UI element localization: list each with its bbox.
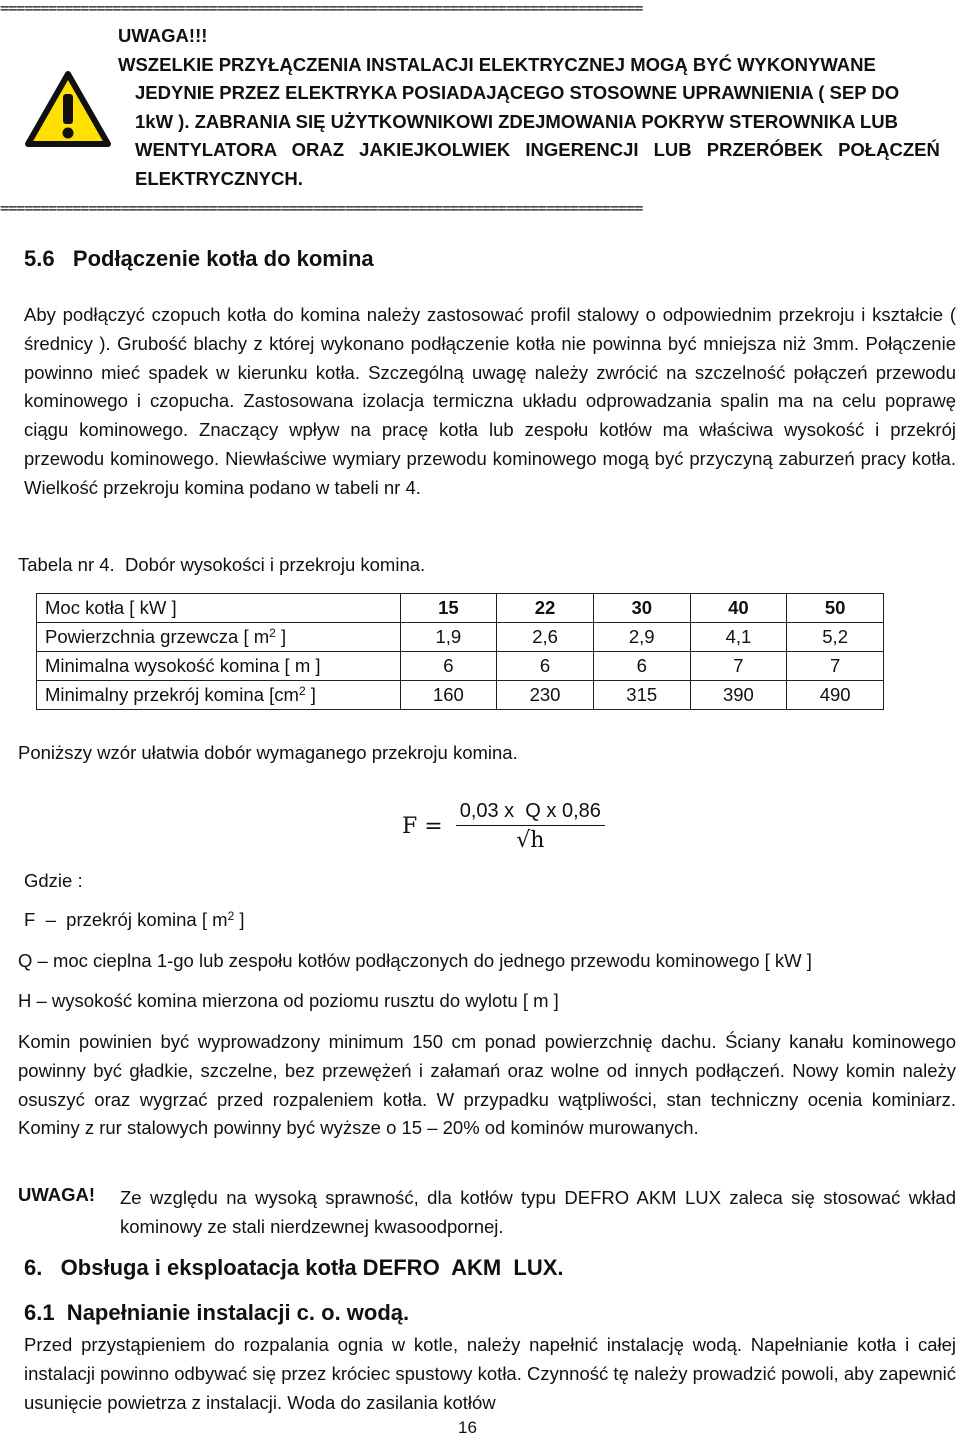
warning-line-5: ELEKTRYCZNYCH. [135, 167, 303, 189]
warning-line-2: JEDYNIE PRZEZ ELEKTRYKA POSIADAJĄCEGO STOSOWNE UPRAWNIENIA ( SEP DO [135, 82, 900, 104]
warning-line-4: WENTYLATORA ORAZ JAKIEJKOLWIEK INGERENCJI LUB PRZERÓBEK POŁĄCZEŃ [135, 139, 940, 161]
table-cell: 6 [400, 652, 497, 681]
table-row-label: Minimalna wysokość komina [ m ] [37, 652, 401, 681]
table-caption: Tabela nr 4. Dobór wysokości i przekroju komina. [18, 554, 426, 575]
table-cell: 5,2 [787, 623, 884, 652]
chimney-formula [402, 800, 605, 853]
table-cell: 2,6 [497, 623, 594, 652]
table-row [37, 681, 884, 710]
table-cell: 490 [787, 681, 884, 710]
formula-intro: Poniższy wzór ułatwia dobór wymaganego przekroju komina. [18, 742, 518, 763]
table-cell: 40 [690, 594, 787, 623]
table-cell: 160 [400, 681, 497, 710]
table-row-label: Minimalny przekrój komina [$cm^2$ ] [37, 681, 401, 710]
warning-sign-icon [24, 70, 112, 148]
legend-f: F – przekrój komina [ $m^2$ ] [24, 909, 245, 930]
legend-where: Gdzie : [24, 870, 83, 891]
section-6-1-paragraph: Przed przystąpieniem do rozpalania ognia w kotle, należy napełnić instalację wodą. Napełnianie kotła i całej instalacji powinno odbywać się przez króciec spustowy kotła. Czynność tę należy prowadzić powoli, aby zapewnić usunięcie powietrza z instalacji. Woda do zasilania kotłów [24, 1334, 956, 1413]
section-heading-6-1: 6.1 Napełnianie instalacji c. o. wodą. [24, 1300, 410, 1325]
table-cell: 22 [497, 594, 594, 623]
note-text: Ze względu na wysoką sprawność, dla kotłów typu DEFRO AKM LUX zaleca się stosować wkład kominowy ze stali nierdzewnej kwasoodpornej. [120, 1187, 956, 1237]
warning-line-1: WSZELKIE PRZYŁĄCZENIA INSTALACJI ELEKTRYCZNEJ MOGĄ BYĆ WYKONYWANE [118, 53, 876, 75]
section-heading-5-6: 5.6 Podłączenie kotła do komina [24, 246, 374, 271]
page-number: 16 [458, 1418, 477, 1437]
table-cell: 230 [497, 681, 594, 710]
separator-bottom: ================================================================================ [0, 200, 643, 216]
legend-h: H – wysokość komina mierzona od poziomu rusztu do wylotu [ m ] [18, 990, 559, 1011]
formula-numerator: 0,03 x Q x 0,86 [456, 800, 605, 826]
table-cell: 1,9 [400, 623, 497, 652]
table-row [37, 623, 884, 652]
formula-fraction [456, 800, 605, 853]
chimney-spec-table [36, 593, 884, 710]
table-row-label: Powierzchnia grzewcza [ $m^2$ ] [37, 623, 401, 652]
table-cell: 390 [690, 681, 787, 710]
table-cell: 4,1 [690, 623, 787, 652]
formula-lhs: F = [402, 814, 443, 839]
table-cell: 15 [400, 594, 497, 623]
section-heading-6: 6. Obsługa i eksploatacja kotła DEFRO AKM LUX. [24, 1255, 564, 1280]
separator-top: ================================================================================ [0, 0, 643, 16]
chimney-paragraph: Komin powinien być wyprowadzony minimum 150 cm ponad powierzchnię dachu. Ściany kanału kominowego powinny być gładkie, szczelne, bez przewężeń i załamań oraz wolne od innych podłączeń. Nowy komin należy osuszyć oraz wygrzać przed rozpaleniem kotła. W przypadku wątpliwości, stan techniczny ocenia kominiarz. Kominy z rur stalowych powinny być wyższe o 15 – 20% od kominów murowanych. [18, 1031, 956, 1139]
warning-line-3: 1kW ). ZABRANIA SIĘ UŻYTKOWNIKOWI ZDEJMOWANIA POKRYW STEROWNIKA LUB [135, 110, 898, 132]
table-cell: 315 [593, 681, 690, 710]
legend-q: Q – moc cieplna 1-go lub zespołu kotłów podłączonych do jednego przewodu kominowego [ kW ] [18, 950, 812, 971]
table-cell: 50 [787, 594, 884, 623]
table-cell: 30 [593, 594, 690, 623]
note-label: UWAGA! [18, 1184, 96, 1205]
warning-title: UWAGA!!! [118, 25, 208, 46]
electrical-warning [118, 22, 958, 194]
table-cell: 2,9 [593, 623, 690, 652]
table-cell: 6 [497, 652, 594, 681]
table-row [37, 652, 884, 681]
section-5-6-paragraph: Aby podłączyć czopuch kotła do komina należy zastosować profil stalowy o odpowiednim przekroju i kształcie ( średnicy ). Grubość blachy z której wykonano podłączenie kotła nie powinna być mniejsza niż 3mm. Połączenie powinno mieć spadek w kierunku kotła. Szczególną uwagę należy zwrócić na szczelność połączeń przewodu kominowego i czopucha. Zastosowana izolacja termiczna układu odprowadzania spalin ma na celu poprawę ciągu kominowego. Znaczący wpływ na pracę kotła lub zespołu kotłów ma właściwa wysokość i przekrój przewodu kominowego. Niewłaściwe wymiary przewodu kominowego mogą być przyczyną zaburzeń pracy kotła. Wielkość przekroju komina podano w tabeli nr 4. [24, 304, 956, 498]
table-row [37, 594, 884, 623]
table-cell: 7 [690, 652, 787, 681]
table-cell: 7 [787, 652, 884, 681]
table-row-label: Moc kotła [ kW ] [37, 594, 401, 623]
table-cell: 6 [593, 652, 690, 681]
formula-denominator: √h [516, 828, 545, 853]
